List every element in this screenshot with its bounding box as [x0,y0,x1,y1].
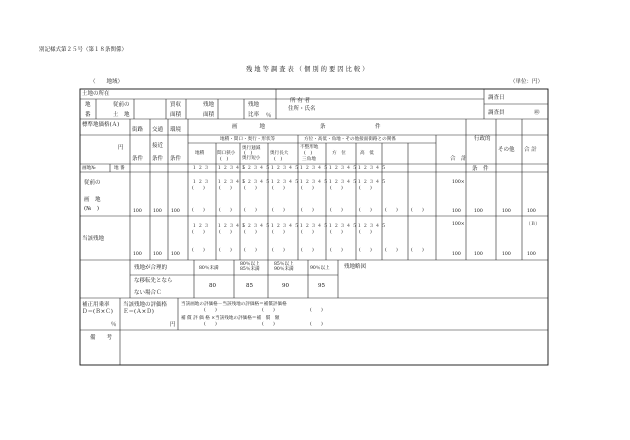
form-number: 別記様式第２５号（第１８条関係） [39,47,128,53]
sum-label: 合 計 [524,147,537,153]
remaining-map-label: 残地略図 [344,264,367,270]
environment-condition-label-1: 環境 [170,127,182,133]
before-hundred-7: 100 [527,209,536,214]
before-seq-5: １ ２ ３ ４ ５ [299,180,328,185]
row-header-number: 画地№ [82,166,96,171]
seq-2: １ ２ ３ ４ ５ [217,166,246,171]
before-paren-9: ( ) [219,208,232,213]
seal-mark: ㊞ [534,110,540,116]
before-paren-7: ( ) [359,186,372,191]
current-seq-5: １ ２ ３ ４ ５ [299,224,328,229]
current-row-label: 当該残地 [82,236,105,242]
current-seq-2: １ ２ ３ ４ ５ [217,224,246,229]
before-hundred-2: 100 [153,209,162,214]
remaining-area-label-1: 残地 [203,102,215,108]
current-hundred-6: 100 [502,252,511,257]
current-paren-7: ( ) [359,230,372,235]
current-paren-6: ( ) [330,230,343,235]
before-hundred-6: 100 [502,209,511,214]
other-label: その他 [498,147,515,153]
traffic-condition-label-2: 接近 [152,143,164,149]
survey-date-label: 調査日 [488,95,505,101]
seq-1: １ ２ ３ [192,166,209,171]
current-hundred-x: 100× [452,222,465,227]
before-paren-14: ( ) [359,208,372,213]
owner-label-1: 所 有 者 [290,98,310,104]
percent-unit-2: ％ [111,322,117,328]
standard-price-label: 標準地価格(Ａ) [82,122,120,128]
direction-header: 方位・高低・角地・その他接面街路との関係 [304,137,396,142]
before-seq-2: １ ２ ３ ４ ５ [217,180,246,185]
admin-condition-label-2: 条 件 [472,166,489,172]
movement-label-3: ない場合Ｃ [134,290,162,296]
remaining-ratio-label-1: 残地 [248,102,260,108]
document-title: 残 地 等 調 査 表 （ 個 別 的 要 因 比 較 ） [246,66,369,73]
current-paren-12: ( ) [301,248,314,253]
before-hundred-5: 100 [474,209,483,214]
current-hundred-3: 100 [171,252,180,257]
pct-value-4: 95 [318,283,325,289]
correction-rate-label-2: Ｄ＝(Ｂ×Ｃ) [82,309,113,315]
sub-direction-label: 方 位 [332,151,346,156]
current-seq-4: １ ２ ３ ４ ５ [270,224,299,229]
current-hundred-2: 100 [153,252,162,257]
land-conditions-header: 画 地 条 件 [232,124,381,130]
street-condition-label-1: 街路 [132,127,144,133]
current-paren-9: ( ) [219,248,232,253]
before-hundred-3: 100 [171,209,180,214]
pct-header-3: 85％以上 90％未満 [274,262,294,272]
formula-line-2: 補 償 評 価 格 ×当該残地の評価格＝補 償 額 [181,316,280,321]
sub-irregular-label-3: 三角地 [302,157,316,162]
current-paren-14: ( ) [359,248,372,253]
sub-frontage-label-1: 間口狭小 [217,151,236,156]
before-land-label-1: 従前の [113,102,130,108]
before-paren-13: ( ) [330,208,343,213]
remaining-area-label-2: 面積 [203,112,215,118]
yen-unit: 円 [118,145,124,151]
current-paren-13: ( ) [330,248,343,253]
yen-unit-2: 円 [170,322,176,328]
current-seq-3: １ ２ ３ ４ ５ [241,224,270,229]
sub-depth-label-2: ( ) [244,151,253,156]
traffic-condition-label-3: 条件 [152,156,164,162]
before-paren-8: ( ) [192,208,205,213]
movement-label-1: 残地が合理的 [134,265,168,271]
street-condition-label-2: 条件 [132,156,144,162]
sub-irregular-label-1: 不整形地 [300,145,319,150]
before-hundred-x: 100× [452,180,465,185]
before-row-label-3: (№ ) [84,206,99,212]
current-seq-6: １ ２ ３ ４ ５ [328,224,357,229]
pct-value-2: 85 [246,283,253,289]
pct-header-2: 80％以上 85％未満 [240,262,260,272]
seq-6: １ ２ ３ ４ ５ [328,166,357,171]
traffic-condition-label-1: 交通 [152,127,164,133]
before-hundred-1: 100 [133,209,142,214]
before-paren-10: ( ) [244,208,257,213]
current-paren-10: ( ) [244,248,257,253]
lot-label-1: 地 [85,102,91,108]
current-paren-1: ( ) [192,230,205,235]
before-paren-12: ( ) [301,208,314,213]
seq-3: １ ２ ３ ４ ５ [241,166,270,171]
sub-depth-ratio-label-1: 奥行長大 [270,151,289,156]
acquisition-area-label-2: 面積 [170,112,182,118]
pct-value-1: 80 [209,283,216,289]
before-hundred-4: 100 [452,209,461,214]
pct-value-3: 90 [282,283,289,289]
seq-5: １ ２ ３ ４ ５ [299,166,328,171]
correction-price-label-2: Ｅ＝(Ａ×Ｄ) [123,309,154,315]
correction-rate-label-1: 補正用乗率 [82,302,110,308]
before-paren-1: ( ) [192,186,205,191]
admin-condition-label-1: 行政的 [474,136,491,142]
seq-7: １ ２ ３ ４ ５ [357,166,386,171]
before-paren-4: ( ) [272,186,285,191]
pct-header-1: 80％未満 [199,266,219,271]
sub-depth-label-3: 奥行短小 [242,156,261,161]
current-paren-11: ( ) [272,248,285,253]
shape-header: 地積・間口・奥行・形状等 [220,137,276,142]
memo-label: 備 考 [90,335,113,341]
before-seq-6: １ ２ ３ ４ ５ [328,180,357,185]
correction-price-label-1: 当該残地の評価格 [123,302,168,308]
land-location-label: 土地の所在 [82,91,110,97]
percent-unit: ％ [266,113,272,119]
formula-paren-6: ( ) [310,322,323,327]
before-paren-15: ( ) [385,208,398,213]
sub-area-label: 地積 [195,151,205,156]
current-paren-8: ( ) [192,248,205,253]
sub-height-label: 高 低 [360,151,374,156]
before-paren-11: ( ) [272,208,285,213]
unit-label: （単位：円） [510,79,544,85]
formula-paren-3: ( ) [310,308,323,313]
before-seq-7: １ ２ ３ ４ ５ [357,180,386,185]
before-seq-3: １ ２ ３ ４ ５ [241,180,270,185]
formula-paren-5: ( ) [262,322,275,327]
before-row-label-2: 画 地 [84,197,101,203]
before-paren-6: ( ) [330,186,343,191]
seq-4: １ ２ ３ ４ ５ [270,166,299,171]
sub-depth-ratio-label-2: ( ) [274,157,283,162]
formula-line-1: 当該画地の評価格－当該残地の評価格＝補償評価格 [181,302,287,307]
current-paren-2: ( ) [219,230,232,235]
movement-label-2: な移転先となら [134,278,173,284]
total-label: 合 計 [450,156,467,162]
sub-frontage-label-2: ( ) [220,157,229,162]
current-seq-1: １ ２ ３ [192,224,209,229]
current-hundred-4: 100 [452,252,461,257]
formula-paren-1: ( ) [204,308,217,313]
current-hundred-7: 100 [527,252,536,257]
current-paren-16: ( ) [411,248,424,253]
before-land-label-2: 土 地 [113,112,130,118]
sub-depth-label-1: 奥行逓減 [242,146,261,151]
formula-paren-4: ( ) [204,322,217,327]
district-label: （ 地域） [90,79,124,85]
before-seq-4: １ ２ ３ ４ ５ [270,180,299,185]
pct-header-4: 90％以上 [310,266,330,271]
environment-condition-label-2: 条件 [170,156,182,162]
current-seq-7: １ ２ ３ ４ ５ [357,224,386,229]
before-row-label-1: 従前の [84,180,101,186]
remaining-ratio-label-2: 比率 [248,112,260,118]
before-seq-1: １ ２ ３ [192,180,209,185]
current-paren-15: ( ) [385,248,398,253]
current-paren-4: ( ) [272,230,285,235]
before-paren-2: ( ) [219,186,232,191]
sub-irregular-label-2: ( ) [304,151,313,156]
before-paren-3: ( ) [244,186,257,191]
current-hundred-1: 100 [133,252,142,257]
acquisition-area-label-1: 買収 [170,102,182,108]
before-paren-16: ( ) [411,208,424,213]
current-paren-3: ( ) [244,230,257,235]
lot-label-2: 番 [85,112,91,118]
current-paren-5: ( ) [301,230,314,235]
current-b-label: （Ｂ） [526,222,540,227]
surveyor-label: 調査員 [488,110,505,116]
row-header-lot: 地 番 [114,166,125,171]
current-hundred-5: 100 [474,252,483,257]
formula-paren-2: ( ) [262,308,275,313]
before-paren-5: ( ) [301,186,314,191]
owner-label-2: 住所・氏名 [288,106,316,112]
